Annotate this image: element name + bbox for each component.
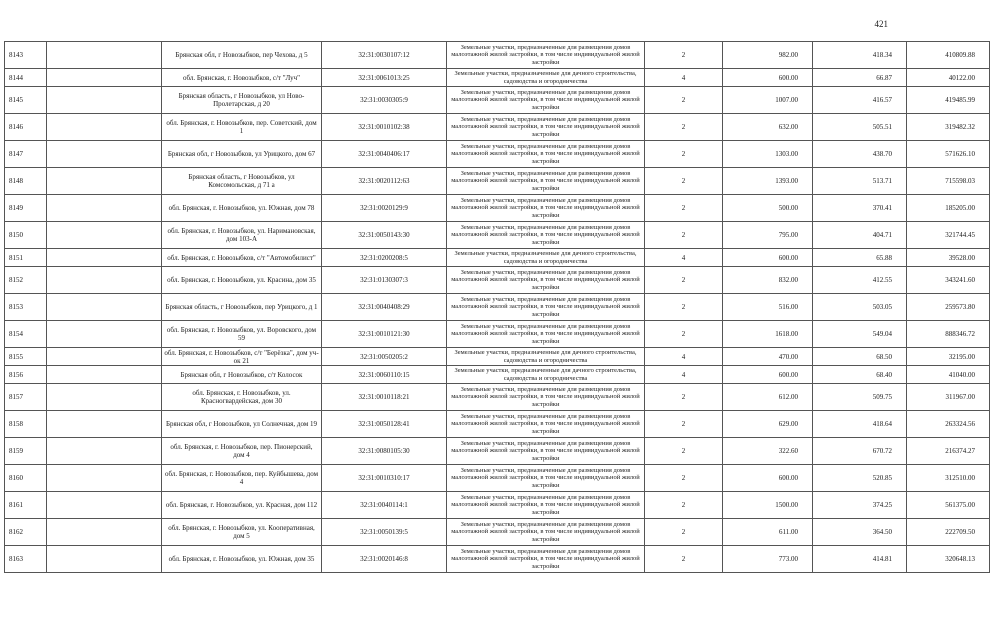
area-cell: 632.00 — [723, 114, 813, 141]
cost-cell: 185205.00 — [907, 195, 990, 222]
address-cell: обл. Брянская, г. Новозыбков, с/т "Автомобилист" — [162, 249, 322, 267]
rate-cell: 670.72 — [813, 438, 907, 465]
cost-cell: 715598.03 — [907, 168, 990, 195]
address-cell: Брянская область, г Новозыбков, пер Урицкого, д 1 — [162, 294, 322, 321]
cadastral-number-cell: 32:31:0020112:63 — [322, 168, 447, 195]
rate-cell: 68.50 — [813, 348, 907, 366]
blank-cell — [47, 321, 162, 348]
row-number: 8152 — [5, 267, 47, 294]
land-use-cell: Земельные участки, предназначенные для размещения домов малоэтажной жилой застройки, в том числе индивидуальной жилой застройки — [447, 87, 645, 114]
cost-cell: 40122.00 — [907, 69, 990, 87]
cadastral-number-cell: 32:31:0060110:15 — [322, 366, 447, 384]
category-cell: 4 — [645, 69, 723, 87]
category-cell: 4 — [645, 348, 723, 366]
address-cell: обл. Брянская, г. Новозыбков, пер. Пионерский, дом 4 — [162, 438, 322, 465]
area-cell: 500.00 — [723, 195, 813, 222]
area-cell: 832.00 — [723, 267, 813, 294]
land-use-cell: Земельные участки, предназначенные для размещения домов малоэтажной жилой застройки, в том числе индивидуальной жилой застройки — [447, 114, 645, 141]
blank-cell — [47, 492, 162, 519]
land-use-cell: Земельные участки, предназначенные для размещения домов малоэтажной жилой застройки, в том числе индивидуальной жилой застройки — [447, 195, 645, 222]
blank-cell — [47, 384, 162, 411]
blank-cell — [47, 195, 162, 222]
blank-cell — [47, 348, 162, 366]
address-cell: обл. Брянская, г. Новозыбков, с/т "Берёзка", дом уч-ок 21 — [162, 348, 322, 366]
address-cell: обл. Брянская, г. Новозыбков, ул. Красная, дом 112 — [162, 492, 322, 519]
category-cell: 2 — [645, 411, 723, 438]
land-use-cell: Земельные участки, предназначенные для размещения домов малоэтажной жилой застройки, в том числе индивидуальной жилой застройки — [447, 168, 645, 195]
rate-cell: 503.05 — [813, 294, 907, 321]
row-number: 8148 — [5, 168, 47, 195]
land-use-cell: Земельные участки, предназначенные для размещения домов малоэтажной жилой застройки, в том числе индивидуальной жилой застройки — [447, 384, 645, 411]
table-row — [5, 366, 990, 384]
blank-cell — [47, 87, 162, 114]
cadastral-number-cell: 32:31:0050139:5 — [322, 519, 447, 546]
area-cell: 611.00 — [723, 519, 813, 546]
row-number: 8153 — [5, 294, 47, 321]
cost-cell: 41040.00 — [907, 366, 990, 384]
cost-cell: 343241.60 — [907, 267, 990, 294]
cost-cell: 888346.72 — [907, 321, 990, 348]
category-cell: 2 — [645, 294, 723, 321]
address-cell: обл. Брянская, г. Новозыбков, ул. Красногвардейская, дом 30 — [162, 384, 322, 411]
category-cell: 2 — [645, 42, 723, 69]
rate-cell: 505.51 — [813, 114, 907, 141]
table-row — [5, 87, 990, 114]
table-row — [5, 348, 990, 366]
cost-cell: 39528.00 — [907, 249, 990, 267]
cost-cell: 419485.99 — [907, 87, 990, 114]
cost-cell: 571626.10 — [907, 141, 990, 168]
land-use-cell: Земельные участки, предназначенные для размещения домов малоэтажной жилой застройки, в том числе индивидуальной жилой застройки — [447, 321, 645, 348]
cadastral-number-cell: 32:31:0200208:5 — [322, 249, 447, 267]
address-cell: обл. Брянская, г. Новозыбков, с/т "Луч" — [162, 69, 322, 87]
cost-cell: 319482.32 — [907, 114, 990, 141]
address-cell: обл. Брянская, г. Новозыбков, ул. Южная, дом 35 — [162, 546, 322, 573]
category-cell: 2 — [645, 465, 723, 492]
cost-cell: 312510.00 — [907, 465, 990, 492]
table-row — [5, 411, 990, 438]
category-cell: 2 — [645, 492, 723, 519]
blank-cell — [47, 69, 162, 87]
address-cell: Брянская обл, г Новозыбков, пер Чехова, д 5 — [162, 42, 322, 69]
table-row — [5, 384, 990, 411]
land-use-cell: Земельные участки, предназначенные для размещения домов малоэтажной жилой застройки, в том числе индивидуальной жилой застройки — [447, 546, 645, 573]
table-row — [5, 546, 990, 573]
rate-cell: 549.04 — [813, 321, 907, 348]
row-number: 8163 — [5, 546, 47, 573]
category-cell: 2 — [645, 222, 723, 249]
blank-cell — [47, 114, 162, 141]
table-row — [5, 168, 990, 195]
area-cell: 612.00 — [723, 384, 813, 411]
table-row — [5, 519, 990, 546]
land-use-cell: Земельные участки, предназначенные для размещения домов малоэтажной жилой застройки, в том числе индивидуальной жилой застройки — [447, 141, 645, 168]
address-cell: Брянская обл, г Новозыбков, с/т Колосок — [162, 366, 322, 384]
rate-cell: 418.64 — [813, 411, 907, 438]
area-cell: 1007.00 — [723, 87, 813, 114]
cadastral-registry-table — [4, 41, 990, 573]
blank-cell — [47, 438, 162, 465]
area-cell: 1618.00 — [723, 321, 813, 348]
cost-cell: 259573.80 — [907, 294, 990, 321]
cadastral-number-cell: 32:31:0040114:1 — [322, 492, 447, 519]
rate-cell: 66.87 — [813, 69, 907, 87]
blank-cell — [47, 294, 162, 321]
cost-cell: 320648.13 — [907, 546, 990, 573]
row-number: 8158 — [5, 411, 47, 438]
address-cell: Брянская обл, г Новозыбков, ул Солнечная, дом 19 — [162, 411, 322, 438]
cost-cell: 222709.50 — [907, 519, 990, 546]
cadastral-number-cell: 32:31:0130307:3 — [322, 267, 447, 294]
category-cell: 2 — [645, 168, 723, 195]
cost-cell: 410809.88 — [907, 42, 990, 69]
row-number: 8144 — [5, 69, 47, 87]
rate-cell: 414.81 — [813, 546, 907, 573]
row-number: 8154 — [5, 321, 47, 348]
area-cell: 322.60 — [723, 438, 813, 465]
blank-cell — [47, 411, 162, 438]
table-row — [5, 321, 990, 348]
cadastral-number-cell: 32:31:0010118:21 — [322, 384, 447, 411]
row-number: 8151 — [5, 249, 47, 267]
category-cell: 2 — [645, 519, 723, 546]
address-cell: Брянская область, г Новозыбков, ул Комсомольская, д 71 а — [162, 168, 322, 195]
blank-cell — [47, 465, 162, 492]
row-number: 8159 — [5, 438, 47, 465]
cadastral-number-cell: 32:31:0040408:29 — [322, 294, 447, 321]
table-row — [5, 195, 990, 222]
rate-cell: 416.57 — [813, 87, 907, 114]
table-row — [5, 465, 990, 492]
rate-cell: 520.85 — [813, 465, 907, 492]
area-cell: 629.00 — [723, 411, 813, 438]
rate-cell: 68.40 — [813, 366, 907, 384]
area-cell: 600.00 — [723, 465, 813, 492]
table-row — [5, 294, 990, 321]
category-cell: 2 — [645, 195, 723, 222]
cadastral-number-cell: 32:31:0030107:12 — [322, 42, 447, 69]
row-number: 8157 — [5, 384, 47, 411]
address-cell: обл. Брянская, г. Новозыбков, пер. Куйбышева, дом 4 — [162, 465, 322, 492]
land-use-cell: Земельные участки, предназначенные для размещения домов малоэтажной жилой застройки, в том числе индивидуальной жилой застройки — [447, 519, 645, 546]
blank-cell — [47, 249, 162, 267]
table-row — [5, 492, 990, 519]
category-cell: 2 — [645, 438, 723, 465]
cadastral-number-cell: 32:31:0080105:30 — [322, 438, 447, 465]
row-number: 8161 — [5, 492, 47, 519]
area-cell: 1500.00 — [723, 492, 813, 519]
land-use-cell: Земельные участки, предназначенные для размещения домов малоэтажной жилой застройки, в том числе индивидуальной жилой застройки — [447, 42, 645, 69]
row-number: 8146 — [5, 114, 47, 141]
rate-cell: 412.55 — [813, 267, 907, 294]
rate-cell: 65.88 — [813, 249, 907, 267]
rate-cell: 509.75 — [813, 384, 907, 411]
land-use-cell: Земельные участки, предназначенные для размещения домов малоэтажной жилой застройки, в том числе индивидуальной жилой застройки — [447, 411, 645, 438]
cadastral-number-cell: 32:31:0050143:30 — [322, 222, 447, 249]
rate-cell: 364.50 — [813, 519, 907, 546]
cadastral-number-cell: 32:31:0040406:17 — [322, 141, 447, 168]
rate-cell: 404.71 — [813, 222, 907, 249]
category-cell: 2 — [645, 384, 723, 411]
table-row — [5, 267, 990, 294]
land-use-cell: Земельные участки, предназначенные для дачного строительства, садоводства и огородничества — [447, 366, 645, 384]
category-cell: 4 — [645, 366, 723, 384]
address-cell: Брянская обл, г Новозыбков, ул Урицкого, дом 67 — [162, 141, 322, 168]
address-cell: обл. Брянская, г. Новозыбков, ул. Красина, дом 35 — [162, 267, 322, 294]
area-cell: 795.00 — [723, 222, 813, 249]
cadastral-number-cell: 32:31:0050128:41 — [322, 411, 447, 438]
address-cell: обл. Брянская, г. Новозыбков, ул. Кооперативная, дом 5 — [162, 519, 322, 546]
land-use-cell: Земельные участки, предназначенные для размещения домов малоэтажной жилой застройки, в том числе индивидуальной жилой застройки — [447, 267, 645, 294]
address-cell: обл. Брянская, г. Новозыбков, ул. Наримановская, дом 103-А — [162, 222, 322, 249]
category-cell: 2 — [645, 267, 723, 294]
cadastral-number-cell: 32:31:0010310:17 — [322, 465, 447, 492]
cadastral-number-cell: 32:31:0030305:9 — [322, 87, 447, 114]
registry-body — [5, 42, 990, 573]
table-row — [5, 114, 990, 141]
rate-cell: 374.25 — [813, 492, 907, 519]
blank-cell — [47, 222, 162, 249]
page-number: 421 — [874, 19, 888, 29]
row-number: 8160 — [5, 465, 47, 492]
rate-cell: 370.41 — [813, 195, 907, 222]
category-cell: 2 — [645, 321, 723, 348]
blank-cell — [47, 141, 162, 168]
cost-cell: 32195.00 — [907, 348, 990, 366]
area-cell: 600.00 — [723, 69, 813, 87]
blank-cell — [47, 519, 162, 546]
cost-cell: 263324.56 — [907, 411, 990, 438]
table-row — [5, 42, 990, 69]
cost-cell: 216374.27 — [907, 438, 990, 465]
area-cell: 1393.00 — [723, 168, 813, 195]
area-cell: 600.00 — [723, 366, 813, 384]
blank-cell — [47, 42, 162, 69]
land-use-cell: Земельные участки, предназначенные для дачного строительства, садоводства и огородничества — [447, 249, 645, 267]
address-cell: обл. Брянская, г. Новозыбков, ул. Воровского, дом 59 — [162, 321, 322, 348]
blank-cell — [47, 546, 162, 573]
row-number: 8147 — [5, 141, 47, 168]
row-number: 8143 — [5, 42, 47, 69]
area-cell: 1303.00 — [723, 141, 813, 168]
land-use-cell: Земельные участки, предназначенные для дачного строительства, садоводства и огородничества — [447, 69, 645, 87]
address-cell: обл. Брянская, г. Новозыбков, ул. Южная, дом 78 — [162, 195, 322, 222]
cadastral-number-cell: 32:31:0010121:30 — [322, 321, 447, 348]
land-use-cell: Земельные участки, предназначенные для размещения домов малоэтажной жилой застройки, в том числе индивидуальной жилой застройки — [447, 438, 645, 465]
rate-cell: 438.70 — [813, 141, 907, 168]
row-number: 8162 — [5, 519, 47, 546]
row-number: 8149 — [5, 195, 47, 222]
cadastral-number-cell: 32:31:0020146:8 — [322, 546, 447, 573]
cost-cell: 311967.00 — [907, 384, 990, 411]
land-use-cell: Земельные участки, предназначенные для размещения домов малоэтажной жилой застройки, в том числе индивидуальной жилой застройки — [447, 294, 645, 321]
rate-cell: 418.34 — [813, 42, 907, 69]
cadastral-number-cell: 32:31:0010102:38 — [322, 114, 447, 141]
land-use-cell: Земельные участки, предназначенные для размещения домов малоэтажной жилой застройки, в том числе индивидуальной жилой застройки — [447, 222, 645, 249]
rate-cell: 513.71 — [813, 168, 907, 195]
blank-cell — [47, 168, 162, 195]
blank-cell — [47, 267, 162, 294]
address-cell: обл. Брянская, г. Новозыбков, пер. Советский, дом 1 — [162, 114, 322, 141]
cadastral-number-cell: 32:31:0050205:2 — [322, 348, 447, 366]
cadastral-number-cell: 32:31:0061013:25 — [322, 69, 447, 87]
table-row — [5, 249, 990, 267]
table-row — [5, 222, 990, 249]
category-cell: 2 — [645, 141, 723, 168]
land-use-cell: Земельные участки, предназначенные для размещения домов малоэтажной жилой застройки, в том числе индивидуальной жилой застройки — [447, 465, 645, 492]
cost-cell: 321744.45 — [907, 222, 990, 249]
area-cell: 470.00 — [723, 348, 813, 366]
area-cell: 600.00 — [723, 249, 813, 267]
table-row — [5, 438, 990, 465]
land-use-cell: Земельные участки, предназначенные для размещения домов малоэтажной жилой застройки, в том числе индивидуальной жилой застройки — [447, 492, 645, 519]
area-cell: 516.00 — [723, 294, 813, 321]
row-number: 8155 — [5, 348, 47, 366]
table-row — [5, 141, 990, 168]
area-cell: 982.00 — [723, 42, 813, 69]
address-cell: Брянская область, г Новозыбков, ул Ново-Пролетарская, д 20 — [162, 87, 322, 114]
cost-cell: 561375.00 — [907, 492, 990, 519]
blank-cell — [47, 366, 162, 384]
category-cell: 4 — [645, 249, 723, 267]
category-cell: 2 — [645, 87, 723, 114]
land-use-cell: Земельные участки, предназначенные для дачного строительства, садоводства и огородничества — [447, 348, 645, 366]
category-cell: 2 — [645, 546, 723, 573]
row-number: 8156 — [5, 366, 47, 384]
row-number: 8145 — [5, 87, 47, 114]
area-cell: 773.00 — [723, 546, 813, 573]
category-cell: 2 — [645, 114, 723, 141]
cadastral-number-cell: 32:31:0020129:9 — [322, 195, 447, 222]
table-row — [5, 69, 990, 87]
row-number: 8150 — [5, 222, 47, 249]
